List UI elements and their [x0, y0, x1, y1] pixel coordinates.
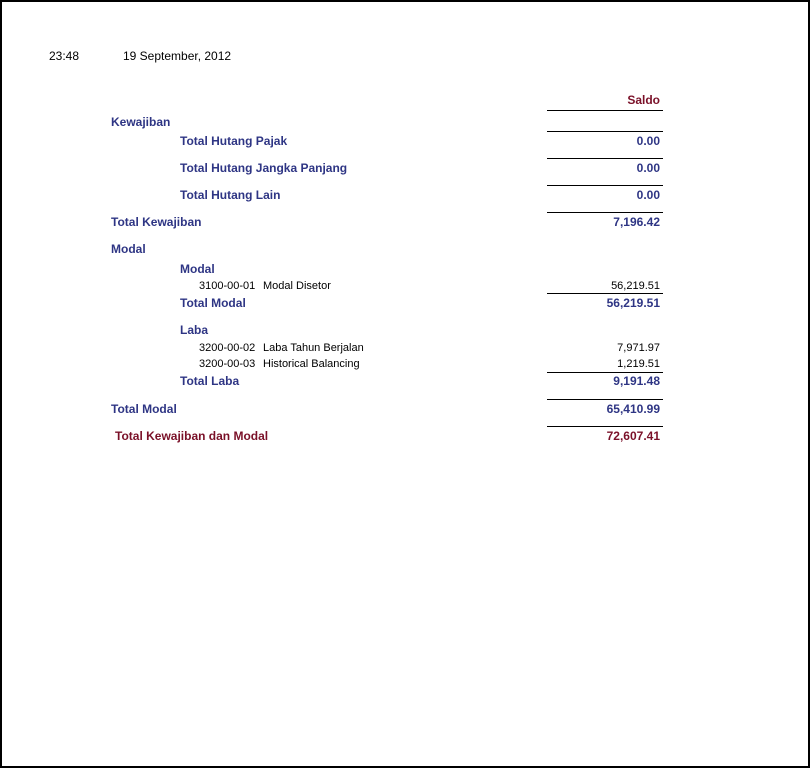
report-date: 19 September, 2012	[123, 49, 232, 63]
divider	[547, 372, 663, 373]
account-amount: 56,219.51	[611, 280, 660, 292]
divider	[547, 131, 663, 132]
divider	[547, 110, 663, 111]
grand-total-amount: 72,607.41	[606, 429, 660, 443]
divider	[547, 212, 663, 213]
account-name: Historical Balancing	[263, 358, 360, 370]
divider	[547, 293, 663, 294]
grand-total-label: Total Kewajiban dan Modal	[115, 429, 269, 443]
section-modal: Modal	[111, 242, 146, 256]
account-row	[199, 280, 331, 292]
total-kewajiban-label: Total Kewajiban	[111, 215, 202, 229]
total-modal-label: Total Modal	[111, 402, 177, 416]
divider	[547, 185, 663, 186]
account-name: Modal Disetor	[263, 280, 331, 292]
total-modal-amount: 65,410.99	[606, 402, 660, 416]
report-time: 23:48	[49, 49, 80, 63]
line-amount: 0.00	[636, 188, 660, 202]
column-header-saldo: Saldo	[627, 93, 660, 107]
line-label: Total Hutang Jangka Panjang	[180, 161, 348, 175]
divider	[547, 426, 663, 427]
line-label: Total Hutang Lain	[180, 188, 281, 202]
account-row	[199, 342, 364, 354]
line-label: Total Hutang Pajak	[180, 134, 288, 148]
group-modal-label: Modal	[180, 262, 215, 276]
account-name: Laba Tahun Berjalan	[263, 342, 364, 354]
account-code: 3200-00-02	[199, 342, 256, 354]
total-group-modal-amount: 56,219.51	[606, 296, 660, 310]
account-row	[199, 358, 360, 370]
line-amount: 0.00	[636, 134, 660, 148]
total-group-laba-label: Total Laba	[180, 374, 240, 388]
total-group-modal-label: Total Modal	[180, 296, 246, 310]
account-amount: 1,219.51	[617, 358, 660, 370]
account-code: 3100-00-01	[199, 280, 256, 292]
account-amount: 7,971.97	[617, 342, 660, 354]
group-laba-label: Laba	[180, 323, 209, 337]
section-kewajiban: Kewajiban	[111, 115, 171, 129]
total-group-laba-amount: 9,191.48	[613, 374, 660, 388]
divider	[547, 399, 663, 400]
total-kewajiban-amount: 7,196.42	[613, 215, 660, 229]
line-amount: 0.00	[636, 161, 660, 175]
divider	[547, 158, 663, 159]
account-code: 3200-00-03	[199, 358, 256, 370]
